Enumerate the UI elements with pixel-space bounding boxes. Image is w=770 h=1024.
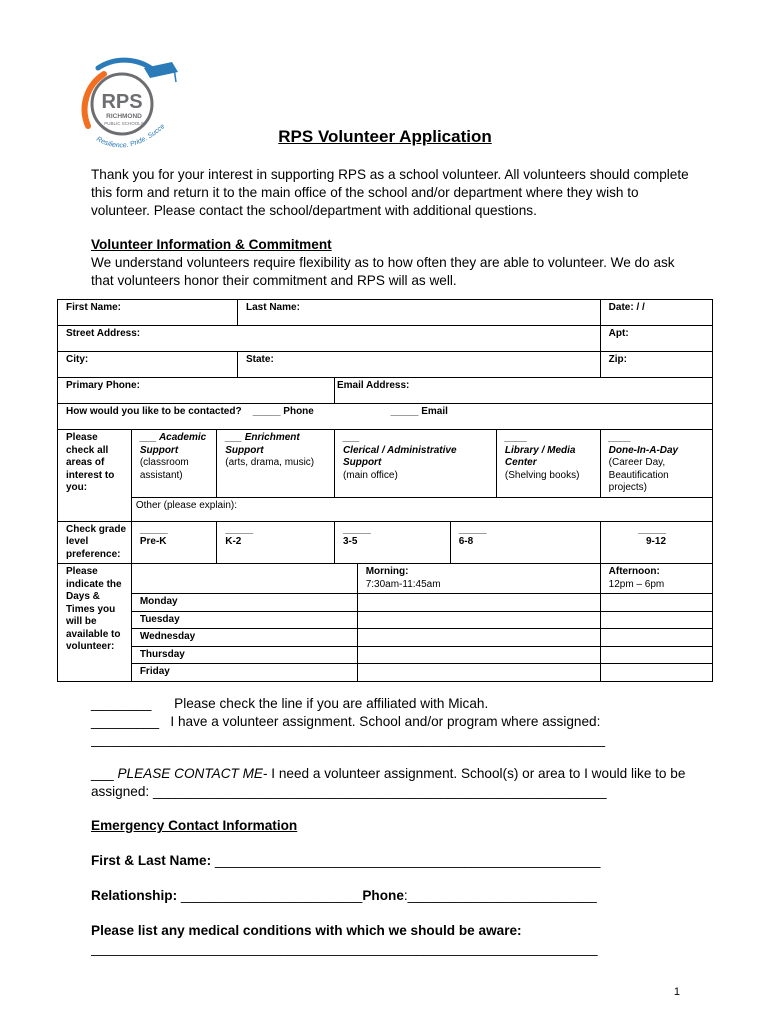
date-field[interactable]: Date: / /	[600, 300, 712, 326]
tuesday-morning-cell[interactable]	[357, 611, 600, 629]
relationship-label: Relationship:	[91, 888, 178, 903]
assignment-write-line[interactable]: ____________________________________________________________________	[91, 732, 606, 747]
rps-logo	[78, 56, 182, 168]
assignment-line	[91, 713, 711, 731]
monday-morning-cell[interactable]	[357, 594, 600, 612]
page-title: RPS Volunteer Application	[278, 127, 492, 146]
emergency-phone-label: Phone	[362, 888, 404, 903]
grade-3-5[interactable]: _____ 3-5	[334, 521, 450, 564]
day-wednesday: Wednesday	[131, 629, 357, 647]
logo-motto: Resilience. Pride. Succe	[95, 123, 167, 150]
friday-afternoon-cell[interactable]	[600, 664, 712, 682]
afternoon-header: Afternoon: 12pm – 6pm	[600, 564, 712, 594]
thursday-morning-cell[interactable]	[357, 646, 600, 664]
tuesday-afternoon-cell[interactable]	[600, 611, 712, 629]
micah-check-blank[interactable]: ________	[91, 696, 152, 711]
days-header-blank	[131, 564, 357, 594]
other-interest-field[interactable]: Other (please explain):	[131, 497, 712, 521]
email-address-field[interactable]: Email Address:	[334, 378, 712, 404]
please-contact-text: - I need a volunteer assignment. School(s) or area to I would like to be assigned:	[91, 766, 686, 799]
logo-initials: RPS	[101, 91, 143, 113]
last-name-field[interactable]: Last Name:	[238, 300, 601, 326]
wednesday-afternoon-cell[interactable]	[600, 629, 712, 647]
day-thursday: Thursday	[131, 646, 357, 664]
contact-phone-option[interactable]: _____ Phone	[252, 406, 314, 417]
emergency-name-row	[91, 852, 711, 870]
emergency-heading: Emergency Contact Information	[91, 818, 298, 833]
interest-clerical[interactable]: ___ Clerical / Administrative Support (main office)	[334, 430, 496, 498]
micah-line	[91, 695, 711, 713]
application-form	[57, 299, 713, 682]
medical-conditions-label: Please list any medical conditions with which we should be aware:	[91, 923, 522, 938]
morning-header: Morning: 7:30am-11:45am	[357, 564, 600, 594]
emergency-phone-line[interactable]: :_________________________	[403, 888, 597, 903]
emergency-rel-row	[91, 887, 711, 905]
first-name-field[interactable]: First Name:	[58, 300, 238, 326]
interest-done-in-a-day[interactable]: ____ Done-In-A-Day (Career Day, Beautification projects)	[600, 430, 712, 498]
street-address-field[interactable]: Street Address:	[58, 326, 601, 352]
apt-field[interactable]: Apt:	[600, 326, 712, 352]
wednesday-morning-cell[interactable]	[357, 629, 600, 647]
grade-9-12[interactable]: _____ 9-12	[600, 521, 712, 564]
grade-prek[interactable]: _____ Pre-K	[131, 521, 216, 564]
interest-enrichment[interactable]: ___ Enrichment Support (arts, drama, music)	[217, 430, 335, 498]
day-monday: Monday	[131, 594, 357, 612]
day-friday: Friday	[131, 664, 357, 682]
emergency-name-line[interactable]: ___________________________________________________	[214, 853, 601, 868]
interest-library[interactable]: ____ Library / Media Center (Shelving books)	[496, 430, 600, 498]
assignment-text: I have a volunteer assignment. School and/or program where assigned:	[170, 714, 601, 729]
please-contact-write-line[interactable]: ____________________________________________________________	[152, 784, 607, 799]
intro-paragraph: Thank you for your interest in supporting RPS as a school volunteer. All volunteers should complete this form and return it to the main office of the school and/or department where they wish to volunteer. Please contact the school/department with additional questions.	[91, 167, 689, 218]
state-field[interactable]: State:	[238, 352, 601, 378]
interest-academic[interactable]: ___ Academic Support (classroom assistant)	[131, 430, 216, 498]
assignment-check-blank[interactable]: _________	[91, 714, 160, 729]
zip-field[interactable]: Zip:	[600, 352, 712, 378]
volunteer-section-heading: Volunteer Information & Commitment	[91, 237, 332, 252]
relationship-line[interactable]: ________________________	[180, 888, 363, 903]
volunteer-section-text: We understand volunteers require flexibility as to how often they are able to volunteer. We do ask that volunteers honor their commitment and RPS will as well.	[91, 255, 675, 288]
contact-email-option[interactable]: _____ Email	[390, 406, 448, 417]
grade-label: Check grade level preference:	[58, 521, 132, 564]
grade-6-8[interactable]: _____ 6-8	[450, 521, 600, 564]
monday-afternoon-cell[interactable]	[600, 594, 712, 612]
days-label: Please indicate the Days & Times you will be available to volunteer:	[58, 564, 132, 682]
city-field[interactable]: City:	[58, 352, 238, 378]
thursday-afternoon-cell[interactable]	[600, 646, 712, 664]
please-contact-blank[interactable]: ___	[91, 766, 114, 781]
page-number: 1	[673, 986, 680, 998]
interest-label: Please check all areas of interest to you:	[58, 430, 132, 522]
logo-line2: PUBLIC SCHOOLS	[104, 121, 144, 126]
logo-line1: RICHMOND	[106, 113, 142, 120]
micah-text: Please check the line if you are affiliated with Micah.	[174, 696, 489, 711]
emergency-name-label: First & Last Name:	[91, 853, 212, 868]
grade-k2[interactable]: _____ K-2	[217, 521, 335, 564]
primary-phone-field[interactable]: Primary Phone:	[58, 378, 335, 404]
contact-preference-row	[58, 404, 713, 430]
friday-morning-cell[interactable]	[357, 664, 600, 682]
please-contact-emph: PLEASE CONTACT ME	[117, 766, 263, 781]
contact-question: How would you like to be contacted?	[66, 406, 242, 417]
day-tuesday: Tuesday	[131, 611, 357, 629]
volunteer-section	[91, 236, 691, 290]
please-contact-block	[91, 765, 691, 801]
medical-conditions-line[interactable]: ___________________________________________________________________	[91, 941, 598, 956]
